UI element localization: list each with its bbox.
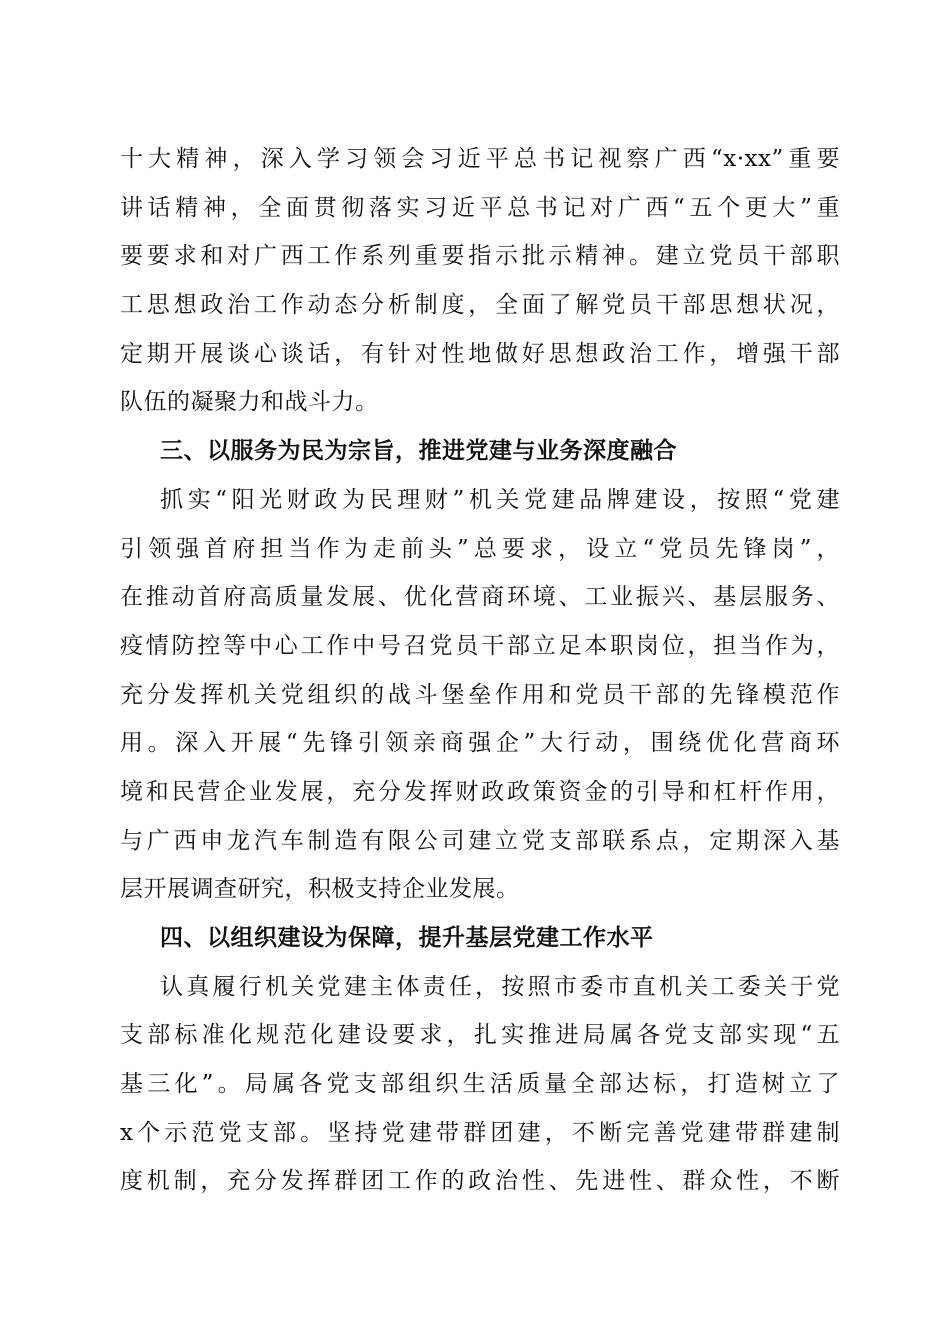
paragraph-line: 层开展调查研究，积极支持企业发展。 [120, 876, 520, 903]
paragraph-line: 疫情防控等中心工作中号召党员干部立足本职岗位，担当作为， [120, 632, 840, 659]
paragraph-line: 讲话精神，全面贯彻落实习近平总书记对广西“五个更大”重 [120, 194, 840, 221]
section-heading-3: 三、以服务为民为宗旨，推进党建与业务深度融合 [160, 438, 677, 465]
body-text [120, 135, 840, 1206]
paragraph-line: 认真履行机关党建主体责任，按照市委市直机关工委关于党 [160, 973, 840, 1000]
paragraph-line: 抓实“阳光财政为民理财”机关党建品牌建设，按照“党建 [160, 486, 840, 513]
paragraph-line: 工思想政治工作动态分析制度，全面了解党员干部思想状况， [120, 292, 840, 319]
paragraph-line: 基三化”。局属各党支部组织生活质量全部达标，打造树立了 [120, 1071, 840, 1098]
paragraph-line: 队伍的凝聚力和战斗力。 [120, 389, 379, 416]
paragraph-line: 要要求和对广西工作系列重要指示批示精神。建立党员干部职 [120, 243, 840, 270]
section-heading-4: 四、以组织建设为保障，提升基层党建工作水平 [160, 925, 654, 951]
paragraph-line: 度机制，充分发挥群团工作的政治性、先进性、群众性，不断 [120, 1168, 840, 1195]
paragraph-line: x个示范党支部。坚持党建带群团建，不断完善党建带群建制 [120, 1119, 840, 1146]
paragraph-line: 引领强首府担当作为走前头”总要求，设立“党员先锋岗”， [120, 535, 840, 562]
paragraph-line: 定期开展谈心谈话，有针对性地做好思想政治工作，增强干部 [120, 340, 840, 367]
paragraph-line: 充分发挥机关党组织的战斗堡垒作用和党员干部的先锋模范作 [120, 681, 840, 708]
paragraph-line: 与广西申龙汽车制造有限公司建立党支部联系点，定期深入基 [120, 827, 840, 854]
paragraph-line: 支部标准化规范化建设要求，扎实推进局属各党支部实现“五 [120, 1022, 840, 1049]
paragraph-line: 境和民营企业发展，充分发挥财政政策资金的引导和杠杆作用， [120, 778, 840, 805]
paragraph-line: 十大精神，深入学习领会习近平总书记视察广西“x·xx”重要 [120, 146, 840, 172]
paragraph-line: 用。深入开展“先锋引领亲商强企”大行动，围绕优化营商环 [120, 730, 840, 757]
paragraph-line: 在推动首府高质量发展、优化营商环境、工业振兴、基层服务、 [120, 584, 840, 611]
